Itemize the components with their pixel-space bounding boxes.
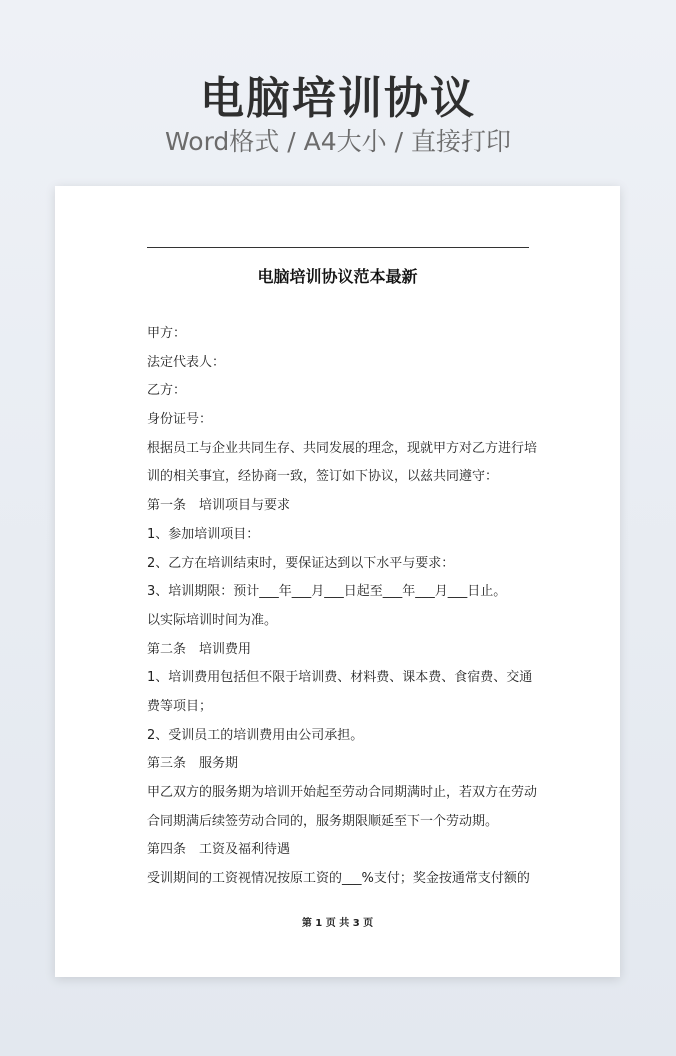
document-page <box>55 186 620 977</box>
body-line: 2、受训员工的培训费用由公司承担。 <box>147 727 364 743</box>
body-line: 2、乙方在培训结束时，要保证达到以下水平与要求： <box>147 555 455 571</box>
section-heading: 第二条 培训费用 <box>147 641 252 657</box>
section-heading: 第一条 培训项目与要求 <box>147 498 291 514</box>
body-line: 甲乙双方的服务期为培训开始起至劳动合同期满时止，若双方在劳动 <box>147 785 538 800</box>
body-line: 1、参加培训项目： <box>147 526 260 542</box>
document-title: 电脑培训协议范本最新 <box>257 267 418 286</box>
body-line: 1、培训费用包括但不限于培训费、材料费、课本费、食宿费、交通 <box>147 670 533 686</box>
body-line: 3、培训期限：预计___年___月___日起至___年___月___日止。 <box>147 584 507 600</box>
page-number: 第 1 页 共 3 页 <box>301 918 374 929</box>
header-rule <box>147 247 529 248</box>
body-line: 乙方： <box>147 383 187 399</box>
section-heading: 第三条 服务期 <box>147 756 239 772</box>
body-line: 甲方： <box>147 326 187 341</box>
banner-subtitle: Word格式 / A4大小 / 直接打印 <box>165 127 511 156</box>
body-line: 受训期间的工资视情况按原工资的___%支付；奖金按通常支付额的 <box>147 871 530 887</box>
body-line: 以实际培训时间为准。 <box>147 612 278 628</box>
body-line: 训的相关事宜，经协商一致，签订如下协议，以兹共同遵守： <box>147 469 499 485</box>
section-heading: 第四条 工资及福利待遇 <box>147 842 291 858</box>
body-line: 根据员工与企业共同生存、共同发展的理念，现就甲方对乙方进行培 <box>147 440 538 456</box>
body-line: 合同期满后续签劳动合同的，服务期限顺延至下一个劳动期。 <box>147 813 499 829</box>
banner-title: 电脑培训协议 <box>200 73 476 124</box>
body-line: 身份证号： <box>147 412 213 428</box>
body-line: 法定代表人： <box>147 354 226 370</box>
body-line: 费等项目； <box>147 698 213 714</box>
document-body <box>147 320 538 894</box>
